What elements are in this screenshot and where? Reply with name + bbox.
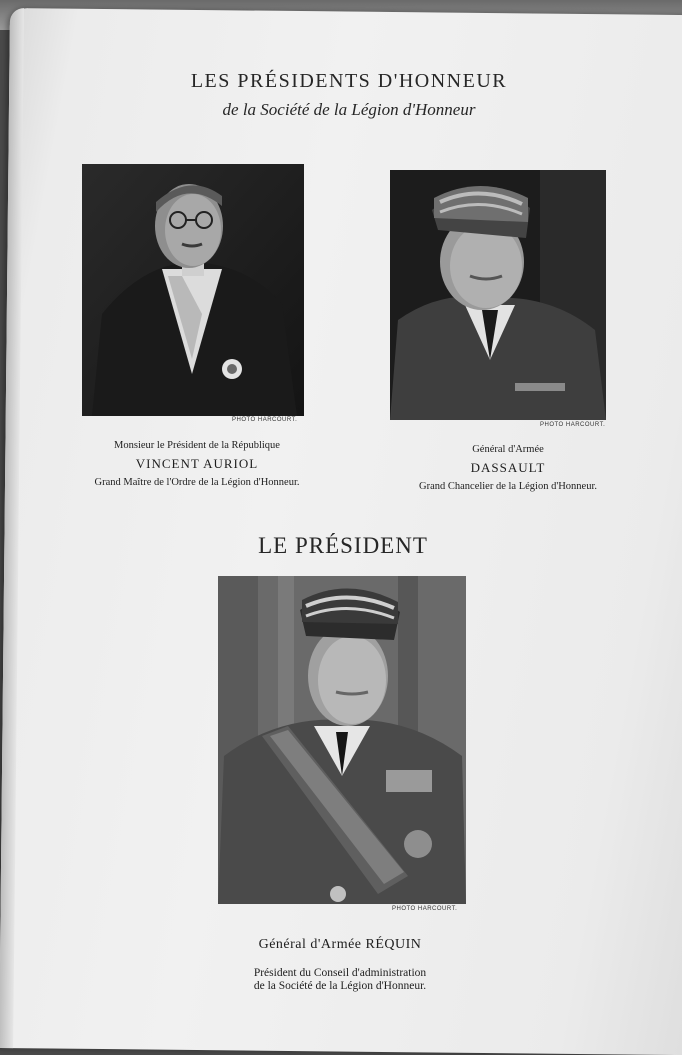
portrait-auriol	[82, 164, 304, 416]
caption-auriol-name: VINCENT AURIOL	[135, 456, 259, 471]
caption-requin-description-2: de la Société de la Légion d'Honneur.	[253, 980, 427, 992]
photo-credit-requin: PHOTO HARCOURT.	[392, 906, 458, 912]
caption-dassault-description: Grand Chancelier de la Légion d'Honneur.	[419, 481, 597, 492]
portrait-dassault	[390, 170, 606, 420]
caption-auriol-description: Grand Maître de l'Ordre de la Légion d'Honneur.	[94, 477, 300, 488]
book-spine	[0, 8, 24, 1048]
portrait-requin-image	[218, 576, 466, 904]
portrait-dassault-image	[390, 170, 606, 420]
caption-auriol-role: Monsieur le Président de la République	[114, 440, 280, 451]
page-subtitle: de la Société de la Légion d'Honneur	[222, 100, 476, 119]
portrait-auriol-image	[82, 164, 304, 416]
caption-dassault-role: Général d'Armée	[472, 444, 544, 455]
photo-credit-auriol: PHOTO HARCOURT.	[232, 417, 298, 423]
portrait-requin	[218, 576, 466, 904]
caption-requin	[190, 932, 490, 992]
page-title: LES PRÉSIDENTS D'HONNEUR	[190, 70, 508, 92]
caption-dassault-name: DASSAULT	[470, 460, 546, 475]
section-title: LE PRÉSIDENT	[258, 533, 428, 558]
caption-dassault	[378, 444, 638, 492]
caption-requin-description-1: Président du Conseil d'administration	[253, 967, 427, 979]
photo-credit-dassault: PHOTO HARCOURT.	[540, 422, 606, 428]
caption-requin-name: Général d'Armée RÉQUIN	[258, 937, 422, 952]
caption-auriol	[42, 440, 352, 488]
